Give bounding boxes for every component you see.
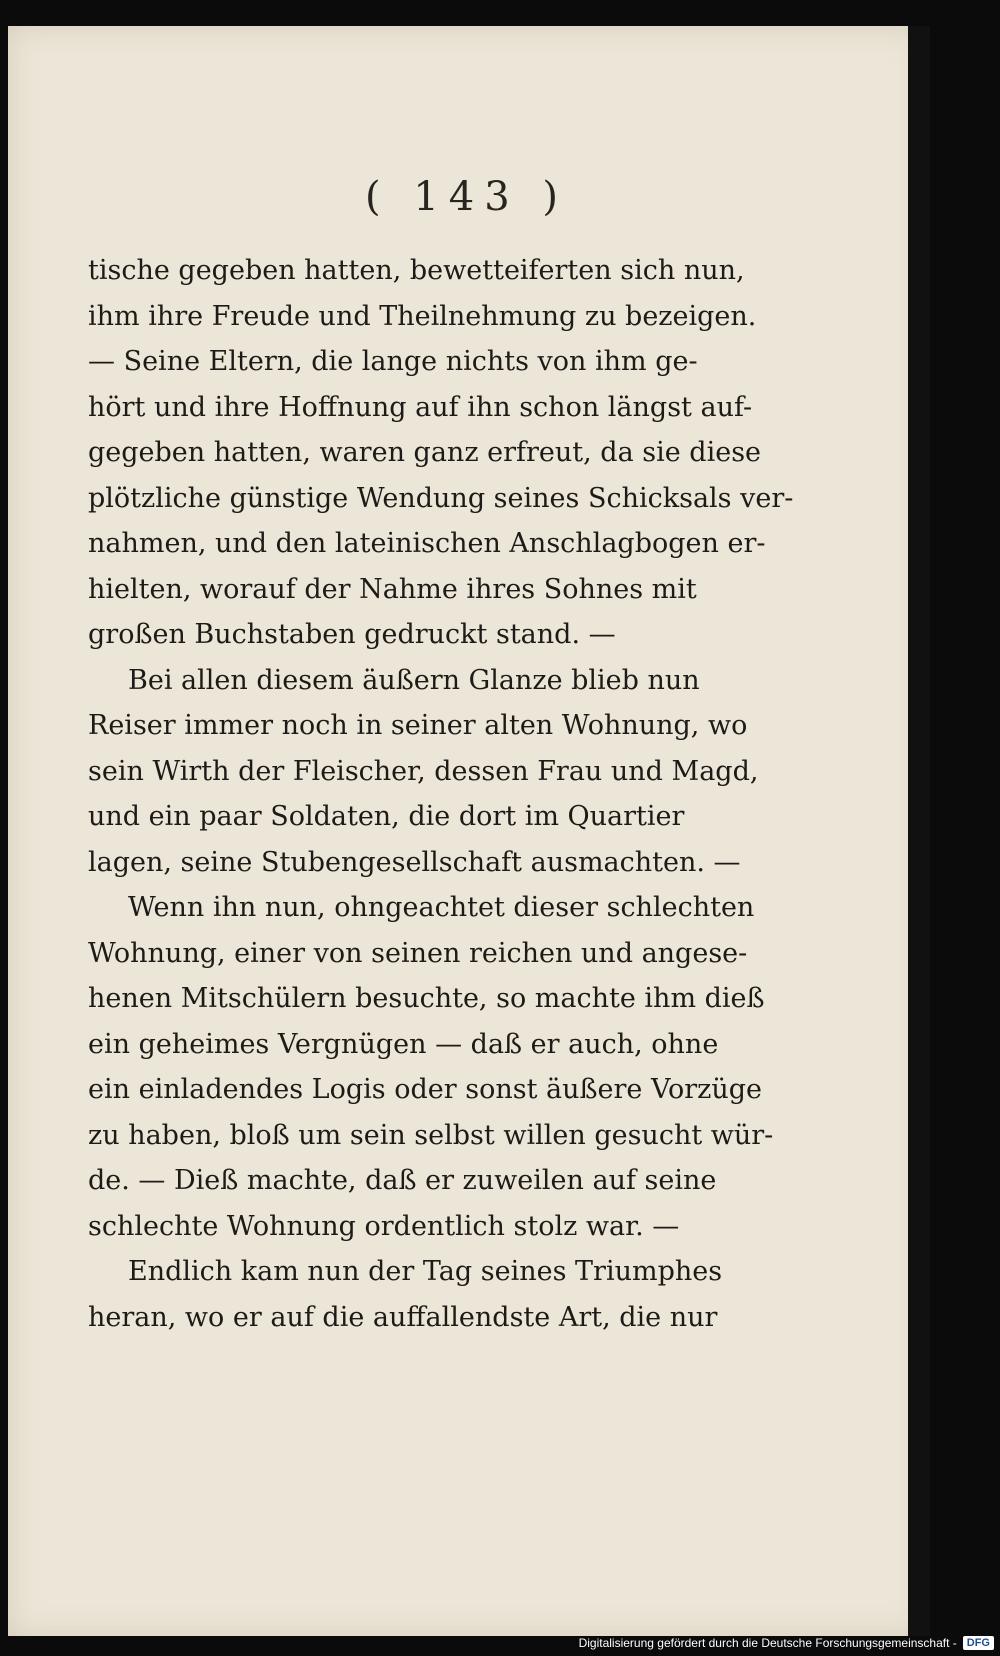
text-line: Wenn ihn nun, ohngeachtet dieser schlechten [128,892,755,923]
text-line: Reiser immer noch in seiner alten Wohnung, wo [88,710,748,741]
text-line: ein geheimes Vergnügen — daß er auch, ohne [88,1028,719,1060]
text-line: ihm ihre Freude und Theilnehmung zu bezeigen. [88,300,757,332]
dfg-logo: DFG [963,1636,994,1650]
text-line: henen Mitschülern besuchte, so machte ihm dieß [88,983,765,1014]
text-line: nahmen, und den lateinischen Anschlagbogen er- [88,528,766,559]
text-line: schlechte Wohnung ordentlich stolz war. — [88,1210,680,1242]
text-line: und ein paar Soldaten, die dort im Quartier [88,801,685,832]
book-page [8,26,925,1636]
credit-text: Digitalisierung gefördert durch die Deutsche Forschungsgemeinschaft - [578,1636,957,1650]
body-text [88,248,794,1340]
text-line: gegeben hatten, waren ganz erfreut, da sie diese [88,437,762,468]
page-number-header: ( 143 ) [365,174,568,220]
text-line: ein einladendes Logis oder sonst äußere Vorzüge [88,1074,763,1105]
text-line: de. — Dieß machte, daß er zuweilen auf seine [88,1165,717,1196]
text-line: tische gegeben hatten, bewetteiferten sich nun, [88,255,745,286]
text-line: heran, wo er auf die auffallendste Art, die nur [88,1301,718,1333]
text-line: hielten, worauf der Nahme ihres Sohnes mit [88,573,697,605]
text-line: hört und ihre Hoffnung auf ihn schon längst auf- [88,391,753,423]
text-line: großen Buchstaben gedruckt stand. — [88,619,616,650]
text-line: lagen, seine Stubengesellschaft ausmachten. — [88,846,741,878]
text-line: sein Wirth der Fleischer, dessen Frau und Magd, [88,755,759,787]
text-line: plötzliche günstige Wendung seines Schicksals ver- [88,482,794,514]
digitization-credit [579,1632,994,1654]
text-line: Bei allen diesem äußern Glanze blieb nun [128,664,700,696]
text-line: Endlich kam nun der Tag seines Triumphes [128,1256,723,1287]
scan-edge [908,26,930,1636]
text-line: Wohnung, einer von seinen reichen und angese- [88,937,748,969]
text-line: zu haben, bloß um sein selbst willen gesucht wür- [88,1119,774,1151]
text-line: — Seine Eltern, die lange nichts von ihm ge- [88,346,698,377]
